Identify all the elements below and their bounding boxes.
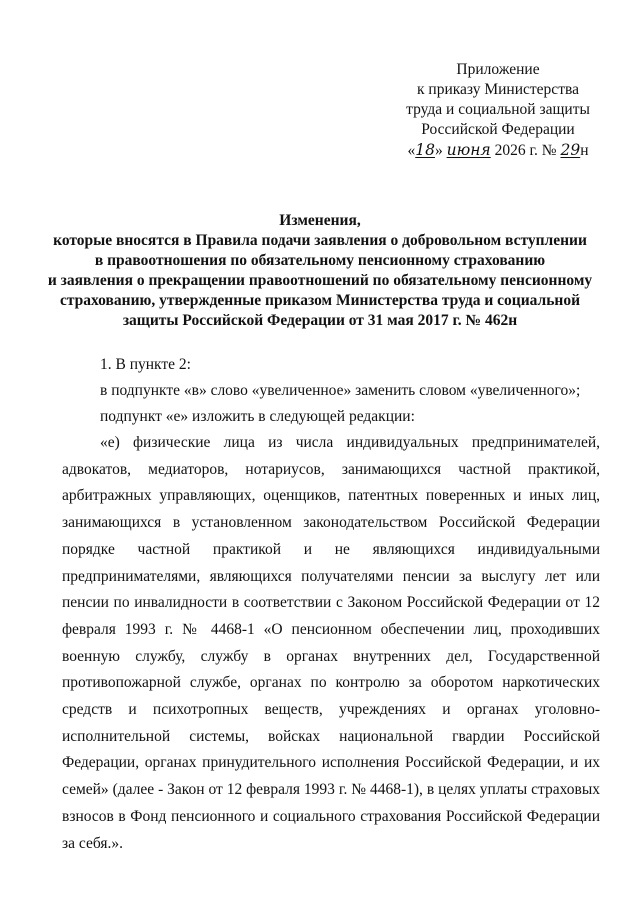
subparagraph-e-new-text: «е) физические лица из числа индивидуальных предпринимателей, адвокатов, медиаторов, нотариусов, занимающихся частной практикой, арбитражных управляющих, оценщиков, патентных поверенных и иных лиц, занимающихся в установленном законодательством Российской Федерации порядке частной практикой и не являющихся индивидуальными предпринимателями, являющихся получателями пенсии за выслугу лет или пенсии по инвалидности в соответствии с Законом Российской Федерации от 12 февраля 1993 г. № 4468-1 «О пенсионном обеспечении лиц, проходивших военную службу, службу в органах внутренних дел, Государственной противопожарной службе, органах по контролю за оборотом наркотических средств и психотропных веществ, учреждениях и органах уголовно-исполнительной системы, войсках национальной гвардии Российской Федерации, органах принудительного исполнения Российской Федерации, и их семей» (далее - Закон от 12 февраля 1993 г. № 4468-1), в целях уплаты страховых взносов в Фонд пенсионного и социального страхования Российской Федерации за себя.». [62, 434, 600, 852]
title-line-4: и заявления о прекращении правоотношений по обязательному пенсионному [47, 272, 593, 289]
title-line-3: в правоотношения по обязательному пенсионному страхованию [94, 252, 546, 269]
date-close-quote: » [434, 142, 443, 159]
handwritten-order-number: 29 [560, 141, 581, 159]
subparagraph-b-change: в подпункте «в» слово «увеличенное» заменить словом «увеличенного»; [100, 382, 581, 399]
approval-line-4: Российской Федерации [421, 121, 575, 138]
document-body [62, 352, 600, 857]
approval-block [378, 60, 618, 161]
order-number-suffix: н [580, 142, 589, 159]
date-open-quote: « [407, 142, 416, 159]
handwritten-month: июня [446, 141, 491, 159]
title-line-6: защиты Российской Федерации от 31 мая 2017 г. № 462н [122, 312, 518, 329]
approval-line-3: труда и социальной защиты [406, 101, 590, 118]
document-title [40, 211, 600, 331]
title-line-2: которые вносятся в Правила подачи заявления о добровольном вступлении [53, 232, 587, 249]
approval-line-1: Приложение [456, 61, 540, 78]
title-line-1: Изменения, [279, 212, 361, 229]
item-1-heading: 1. В пункте 2: [100, 356, 191, 373]
approval-line-2: к приказу Министерства [417, 81, 579, 98]
approval-date-line [378, 140, 618, 161]
year-and-number-label: 2026 г. № [494, 142, 557, 159]
subparagraph-e-intro: подпункт «е» изложить в следующей редакции: [100, 408, 415, 425]
handwritten-day: 18 [415, 141, 435, 159]
title-line-5: страхованию, утвержденные приказом Министерства труда и социальной [59, 292, 581, 309]
